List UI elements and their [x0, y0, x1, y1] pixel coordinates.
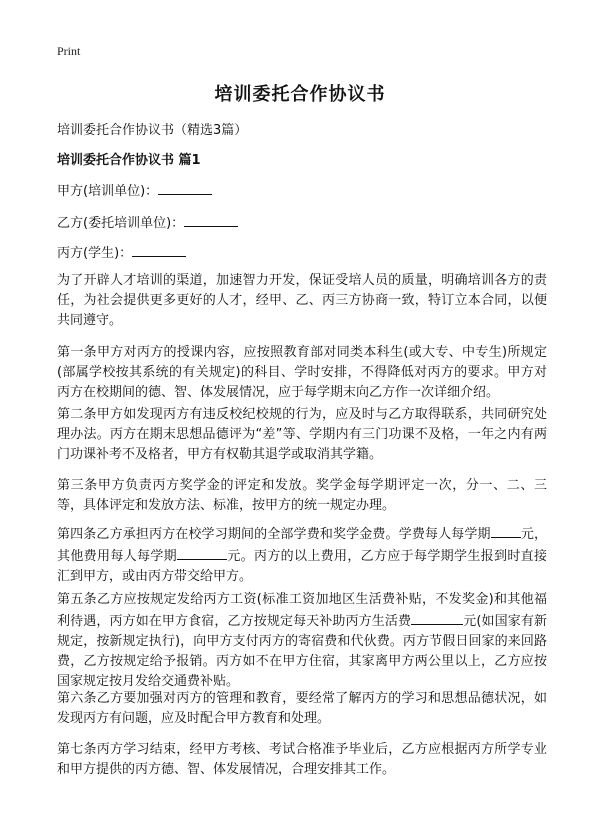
article-5-part-a: 第五条乙方应按规定发给丙方工资(标准工资加地区生活费补贴，不发奖金)和其他福利待遇，丙方如在甲方食宿，乙方按规定每天补助丙方生活费: [57, 592, 547, 629]
article-1: 第一条甲方对丙方的授课内容，应按照教育部对同类本科生(或大专、中专生)所规定(部属学校按其系统的有关规定)的科目、学时安排，不得降低对丙方的要求。甲方对丙方在校期间的德、智、体发展情况，应于每学期末向乙方作一次详细介绍。: [57, 345, 547, 400]
party-a-blank: [158, 180, 212, 195]
party-a-label: 甲方(培训单位)：: [57, 184, 159, 199]
article-7: 第七条丙方学习结束，经甲方考核、考试合格准予毕业后，乙方应根据丙方所学专业和甲方提供的丙方德、智、体发展情况，合理安排其工作。: [57, 742, 547, 777]
party-c-label: 丙方(学生)：: [57, 246, 133, 261]
party-c-field: [57, 242, 186, 264]
party-c-blank: [132, 242, 186, 257]
party-b-label: 乙方(委托培训单位)：: [57, 216, 185, 231]
party-a-field: [57, 180, 212, 202]
document-title: 培训委托合作协议书: [214, 84, 386, 105]
article-2: 第二条甲方如发现丙方有违反校纪校规的行为，应及时与乙方取得联系，共同研究处理办法。丙方在期末思想品德评为“差”等、学期内有三门功课不及格，一年之内有两门功课补考不及格者，甲方有权勒其退学或取消其学籍。: [57, 407, 547, 462]
article-4-part-c: 元。丙方的以上费用，乙方应于每学期学生报到时直接汇到甲方，或由丙方带交给甲方。: [57, 549, 547, 584]
tuition-blank: [491, 523, 521, 538]
document-subtitle: 培训委托合作协议书（精选3篇）: [57, 123, 248, 138]
chapter-title: 培训委托合作协议书 篇1: [57, 153, 201, 168]
print-label[interactable]: Print: [57, 44, 81, 58]
article-5-part-b: 元(如国家有新规定，按新规定执行)，向甲方支付丙方的寄宿费和代伙费。丙方节假日回家的来回路费，乙方按规定给予报销。丙方如不在甲方住宿，其家离甲方两公里以上，乙方应按国家规定按月发给交通费补贴。: [57, 614, 547, 689]
other-fees-blank: [177, 545, 227, 560]
article-5: [57, 590, 547, 692]
article-4-part-b: 元，其他费用每人每学期: [57, 527, 547, 564]
article-3: 第三条甲方负责丙方奖学金的评定和发放。奖学金每学期评定一次，分一、二、三等，具体评定和发放方法、标准，按甲方的统一规定办理。: [57, 478, 547, 513]
intro-paragraph: 为了开辟人才培训的渠道，加速智力开发，保证受培人员的质量，明确培训各方的责任，为社会提供更多更好的人才，经甲、乙、丙三方协商一致，特订立本合同，以便共同遵守。: [57, 273, 547, 328]
party-b-field: [57, 212, 238, 234]
living-allowance-blank: [411, 610, 463, 625]
article-4-part-a: 第四条乙方承担丙方在校学习期间的全部学费和奖学金费。学费每人每学期: [57, 527, 491, 542]
article-6: 第六条乙方要加强对丙方的管理和教育，要经常了解丙方的学习和思想品德状况，如发现丙方有问题，应及时配合甲方教育和处理。: [57, 691, 547, 726]
party-b-blank: [184, 212, 238, 227]
article-4: [57, 523, 547, 587]
